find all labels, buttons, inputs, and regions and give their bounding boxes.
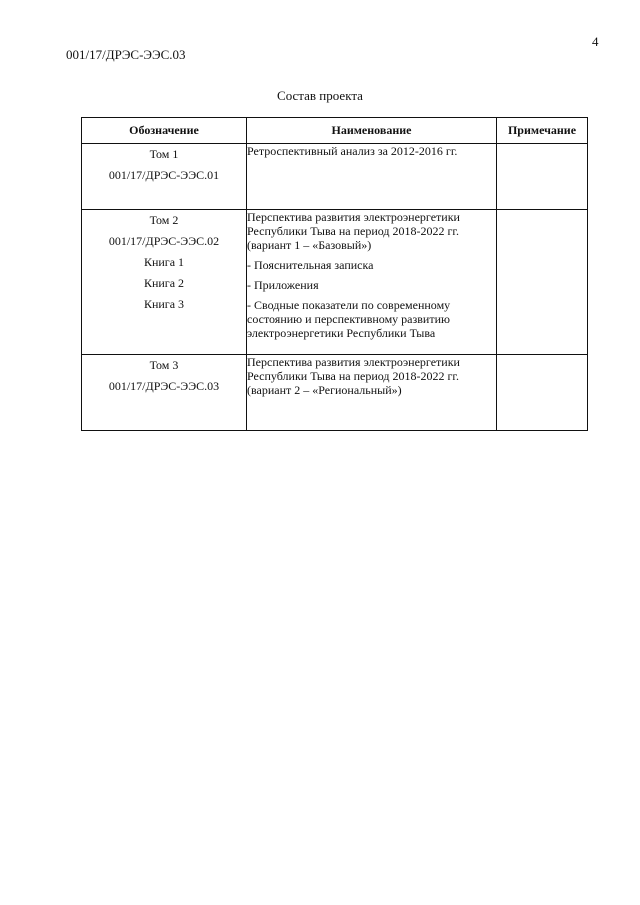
name-cell [247,355,497,431]
volume-name: Ретроспективный анализ за 2012-2016 гг. [247,144,458,158]
page-title: Состав проекта [277,88,363,103]
note-cell [497,144,588,210]
project-composition-table [81,117,588,431]
volume-code: 001/17/ДРЭС-ЭЭС.01 [108,168,220,182]
designation-cell [82,144,247,210]
volume-label: Том 3 [149,358,179,372]
volume-name: Перспектива развития электроэнергетики Республики Тыва на период 2018-2022 гг. (вариант 2 – «Региональный») [247,355,460,397]
volume-name: Перспектива развития электроэнергетики Республики Тыва на период 2018-2022 гг. (вариант 1 – «Базовый») [247,210,460,252]
table-row [82,210,588,355]
book-name: - Приложения [247,278,319,292]
book-name: - Сводные показатели по современному состоянию и перспективному развитию электроэнергетики Республики Тыва [247,298,451,340]
page-number: 4 [592,34,599,49]
designation-cell [82,210,247,355]
book-label: Книга 3 [143,297,185,311]
header-designation: Обозначение [82,118,247,144]
volume-code: 001/17/ДРЭС-ЭЭС.03 [108,379,220,393]
note-cell [497,355,588,431]
volume-label: Том 1 [149,147,179,161]
designation-cell [82,355,247,431]
table-row [82,144,588,210]
book-label: Книга 1 [143,255,185,269]
table-row [82,355,588,431]
header-note: Примечание [497,118,588,144]
book-name: - Пояснительная записка [247,258,374,272]
book-label: Книга 2 [143,276,185,290]
note-cell [497,210,588,355]
header-name: Наименование [247,118,497,144]
table-header-row [82,118,588,144]
document-code: 001/17/ДРЭС-ЭЭС.03 [66,47,186,62]
name-cell [247,144,497,210]
volume-label: Том 2 [149,213,179,227]
name-cell [247,210,497,355]
volume-code: 001/17/ДРЭС-ЭЭС.02 [108,234,220,248]
